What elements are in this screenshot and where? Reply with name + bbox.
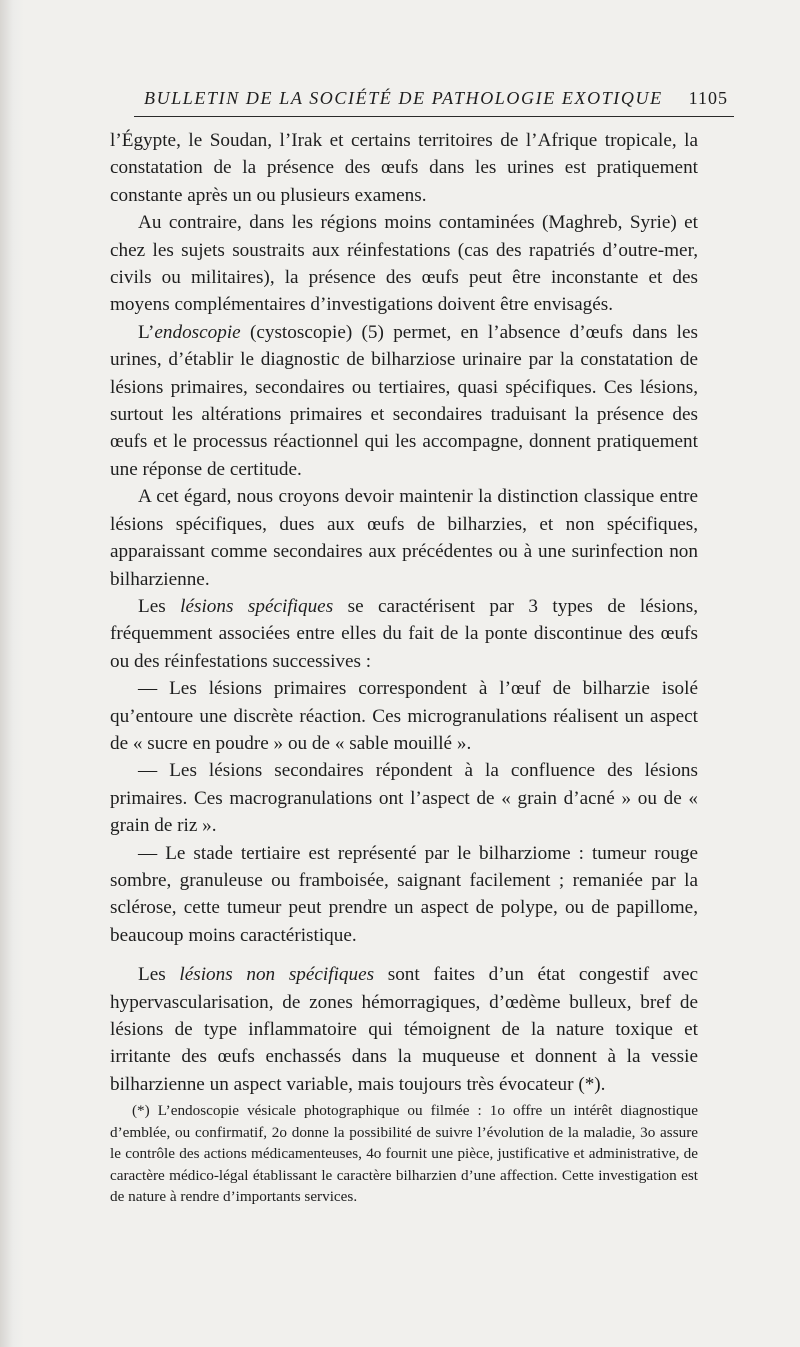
paragraph-endoscopy-lead: L’ bbox=[138, 321, 155, 343]
paragraph-nonspecific-lesions bbox=[110, 961, 698, 1098]
paragraph-specific-lesions bbox=[110, 593, 698, 675]
term-lesions-specifiques: lésions spécifiques bbox=[180, 595, 334, 617]
paragraph-distinction: A cet égard, nous croyons devoir maintenir la distinction classique entre lésions spécifiques, dues aux œufs de bilharzies, et non spécifiques, apparaissant comme secondaires aux précédentes ou à une surinfection non bilharzienne. bbox=[110, 486, 698, 590]
paragraph-secondary-lesions: — Les lésions secondaires répondent à la confluence des lésions primaires. Ces macrogranulations ont l’aspect de « grain d’acné » ou de « grain de riz ». bbox=[110, 760, 698, 837]
term-endoscopie: endoscopie bbox=[154, 321, 241, 343]
running-header bbox=[134, 86, 734, 117]
paragraph-nonspecific-lead: Les bbox=[138, 964, 180, 986]
paragraph-endoscopy-text: (cystoscopie) (5) permet, en l’absence d’œufs dans les urines, d’établir le diagnostic de bilharziose urinaire par la constatation de lésions primaires, secondaires ou tertiaires, quasi spécifiques. Ces lésions, surtout les altérations primaires et secondaires traduisant la présence des œufs et le processus réactionnel qui les accompagne, donnent pratiquement une réponse de certitude. bbox=[110, 321, 698, 480]
paragraph-primary-lesions: — Les lésions primaires correspondent à l’œuf de bilharzie isolé qu’entoure une discrète réaction. Ces microgranulations réalisent un aspect de « sucre en poudre » ou de « sable mouillé ». bbox=[110, 678, 698, 754]
footnote-text: (*) L’endoscopie vésicale photographique ou filmée : 1o offre un intérêt diagnostique d’emblée, ou confirmatif, 2o donne la possibilité de suivre l’évolution de la maladie, 3o assure le contrôle des actions médicamenteuses, 4o fournit une pièce, justificative et administrative, de caractère médico-légal établissant le caractère bilharzien d’une affection. Cette investigation est de nature à rendre d’importants services. bbox=[110, 1102, 698, 1205]
page-number: 1105 bbox=[688, 88, 728, 108]
term-lesions-non-specifiques: lésions non spécifiques bbox=[179, 964, 375, 986]
paragraph-endoscopy bbox=[110, 319, 698, 483]
paragraph-specific-text: se caractérisent par 3 types de lésions, fréquemment associées entre elles du fait de la ponte discontinue des œufs ou des réinfestations successives : bbox=[110, 595, 698, 672]
paragraph-tertiary-stage: — Le stade tertiaire est représenté par le bilharziome : tumeur rouge sombre, granuleuse ou framboisée, saignant facilement ; remaniée par la sclérose, cette tumeur peut prendre un aspect de polype, ou de papillome, beaucoup moins caractéristique. bbox=[110, 842, 698, 946]
journal-title: BULLETIN DE LA SOCIÉTÉ DE PATHOLOGIE EXOTIQUE bbox=[144, 88, 663, 108]
footnote bbox=[110, 1100, 698, 1208]
paragraph-continuation: l’Égypte, le Soudan, l’Irak et certains territoires de l’Afrique tropicale, la constatation de la présence des œufs dans les urines est pratiquement constante après un ou plusieurs examens. bbox=[110, 130, 698, 206]
page-binding-shadow bbox=[0, 0, 24, 1347]
paragraph-nonspecific-text: sont faites d’un état congestif avec hypervascularisation, de zones hémorragiques, d’œdème bulleux, bref de lésions de type inflammatoire qui témoignent de la nature toxique et irritante des œufs enchassés dans la muqueuse et donnent à la vessie bilharzienne un aspect variable, mais toujours très évocateur (*). bbox=[110, 964, 698, 1095]
paragraph-specific-lead: Les bbox=[138, 595, 181, 617]
paragraph-contaminated-regions: Au contraire, dans les régions moins contaminées (Maghreb, Syrie) et chez les sujets soustraits aux réinfestations (cas des rapatriés d’outre-mer, civils ou militaires), la présence des œufs peut être inconstante et des moyens complémentaires d’investigations doivent être envisagés. bbox=[110, 212, 698, 316]
article-body bbox=[110, 127, 698, 1098]
